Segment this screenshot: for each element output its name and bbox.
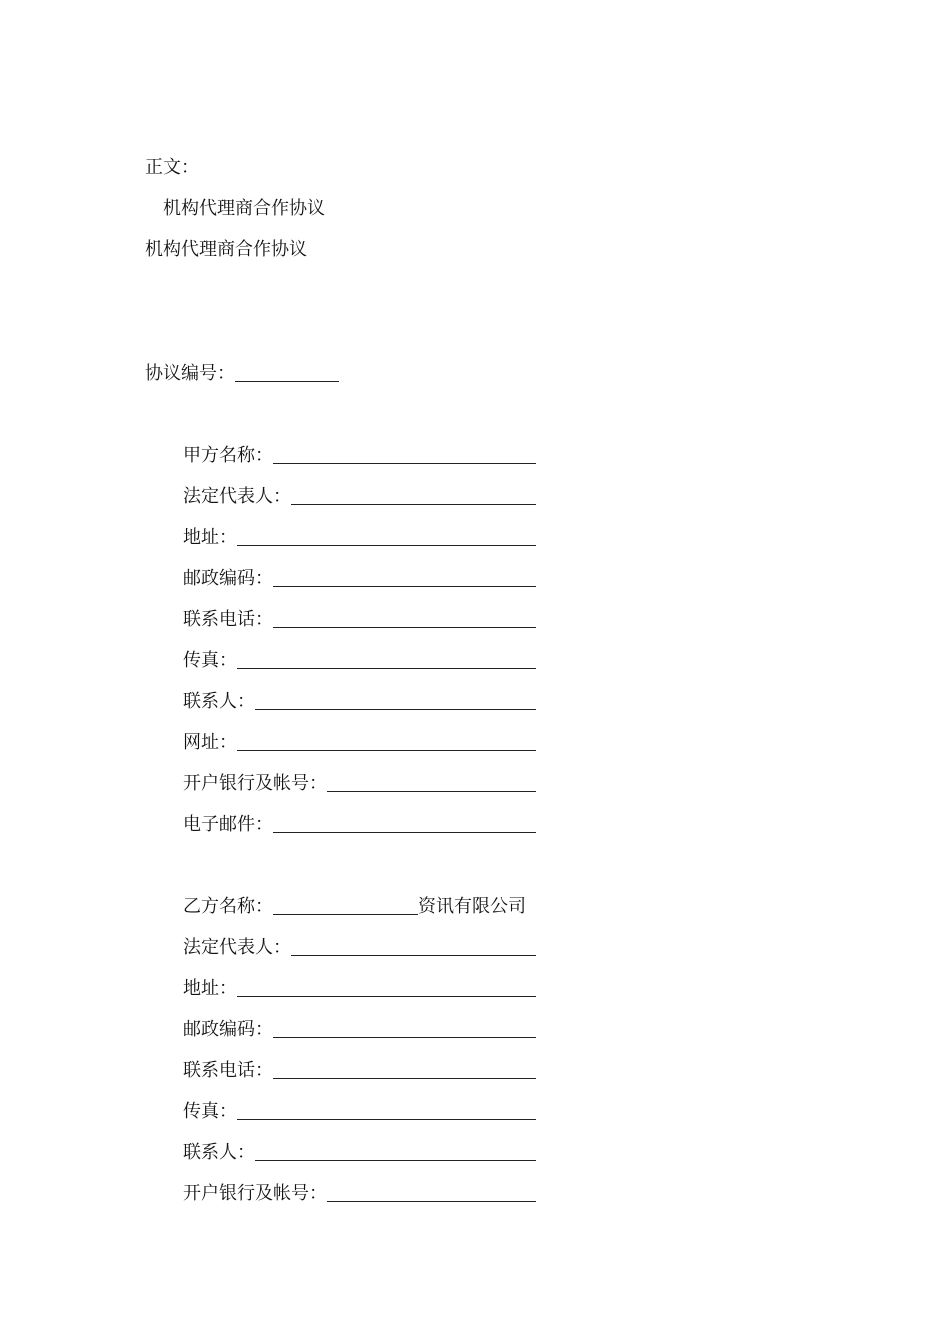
party-b-name-field [183, 895, 536, 919]
party-b-legal-rep-field [183, 936, 536, 960]
party-b-phone-blank [273, 1078, 536, 1079]
party-a-address-field [183, 526, 536, 550]
party-a-contact-field [183, 690, 536, 714]
party-b-address-blank [237, 996, 536, 997]
party-a-fax-field [183, 649, 536, 673]
party-a-email-field [183, 813, 536, 837]
agreement-number-label: 协议编号： [145, 363, 235, 384]
party-a-contact-blank [255, 709, 536, 710]
party-b-postal-code-label: 邮政编码： [183, 1019, 273, 1040]
party-b-name-blank [273, 914, 418, 915]
party-b-name-label: 乙方名称： [183, 896, 273, 917]
party-a-email-label: 电子邮件： [183, 814, 273, 835]
party-b-contact-field [183, 1141, 536, 1165]
agreement-number-field [145, 362, 339, 386]
party-b-contact-label: 联系人： [183, 1142, 255, 1163]
party-b-phone-label: 联系电话： [183, 1060, 273, 1081]
party-a-name-blank [273, 463, 536, 464]
party-a-fax-blank [237, 668, 536, 669]
party-a-postal-code-blank [273, 586, 536, 587]
party-a-bank-account-label: 开户银行及帐号： [183, 773, 327, 794]
party-b-postal-code-field [183, 1018, 536, 1042]
party-b-postal-code-blank [273, 1037, 536, 1038]
party-a-name-field [183, 444, 536, 468]
agreement-number-blank [235, 381, 339, 382]
party-a-legal-rep-blank [291, 504, 536, 505]
document-title-indented: 机构代理商合作协议 [163, 198, 325, 219]
party-a-postal-code-field [183, 567, 536, 591]
party-a-fax-label: 传真： [183, 650, 237, 671]
party-b-contact-blank [255, 1160, 536, 1161]
party-a-email-blank [273, 832, 536, 833]
party-a-legal-rep-label: 法定代表人： [183, 486, 291, 507]
party-a-bank-account-field [183, 772, 536, 796]
party-b-legal-rep-label: 法定代表人： [183, 937, 291, 958]
party-a-address-label: 地址： [183, 527, 237, 548]
party-a-phone-blank [273, 627, 536, 628]
party-a-contact-label: 联系人： [183, 691, 255, 712]
party-b-fax-field [183, 1100, 536, 1124]
party-a-name-label: 甲方名称： [183, 445, 273, 466]
party-a-postal-code-label: 邮政编码： [183, 568, 273, 589]
party-b-name-suffix: 资讯有限公司 [418, 896, 526, 917]
party-b-legal-rep-blank [291, 955, 536, 956]
party-a-bank-account-blank [327, 791, 536, 792]
party-a-website-blank [237, 750, 536, 751]
party-b-address-field [183, 977, 536, 1001]
party-b-fax-blank [237, 1119, 536, 1120]
party-b-phone-field [183, 1059, 536, 1083]
party-a-address-blank [237, 545, 536, 546]
party-a-phone-field [183, 608, 536, 632]
party-a-phone-label: 联系电话： [183, 609, 273, 630]
party-b-bank-account-label: 开户银行及帐号： [183, 1183, 327, 1204]
party-b-fax-label: 传真： [183, 1101, 237, 1122]
party-b-address-label: 地址： [183, 978, 237, 999]
party-a-legal-rep-field [183, 485, 536, 509]
party-b-bank-account-field [183, 1182, 536, 1206]
party-b-bank-account-blank [327, 1201, 536, 1202]
party-a-website-label: 网址： [183, 732, 237, 753]
document-title: 机构代理商合作协议 [145, 239, 307, 260]
body-label: 正文： [145, 157, 199, 178]
party-a-website-field [183, 731, 536, 755]
